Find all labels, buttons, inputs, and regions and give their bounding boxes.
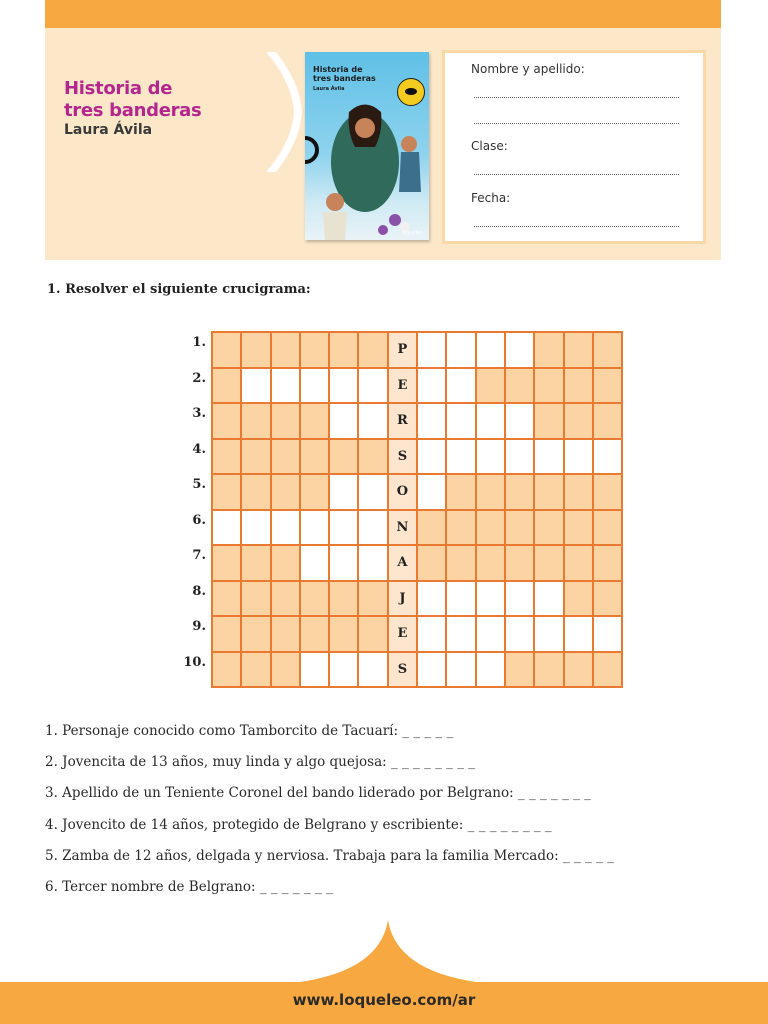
crossword-shaded-cell <box>242 333 271 369</box>
crossword-answer-cell[interactable] <box>447 440 476 476</box>
cover-badge <box>397 78 425 106</box>
crossword-shaded-cell <box>242 653 271 689</box>
crossword-shaded-cell <box>242 546 271 582</box>
crossword-row-number: 7. <box>192 548 206 563</box>
crossword-shaded-cell <box>477 546 506 582</box>
crossword-answer-cell[interactable] <box>330 511 359 547</box>
crossword-shaded-cell <box>594 582 623 618</box>
student-form <box>442 50 706 244</box>
crossword-answer-cell[interactable] <box>301 511 330 547</box>
crossword-row <box>213 440 623 476</box>
crossword-answer-cell[interactable] <box>447 404 476 440</box>
crossword-shaded-cell <box>272 653 301 689</box>
crossword-answer-cell[interactable] <box>418 404 447 440</box>
crossword-answer-cell[interactable] <box>359 511 388 547</box>
crossword-shaded-cell <box>565 582 594 618</box>
crossword-shaded-cell <box>418 546 447 582</box>
crossword-shaded-cell <box>594 653 623 689</box>
name-label: Nombre y apellido: <box>471 62 585 76</box>
crossword-shaded-cell <box>301 404 330 440</box>
crossword-shaded-cell <box>272 617 301 653</box>
crossword-answer-cell[interactable] <box>594 440 623 476</box>
crossword-answer-cell[interactable] <box>330 475 359 511</box>
crossword-row <box>213 511 623 547</box>
name-line-1[interactable] <box>474 97 679 98</box>
crossword-key-cell: O <box>389 475 418 511</box>
cover-author: Laura Ávila <box>313 86 345 92</box>
crossword-shaded-cell <box>301 617 330 653</box>
crossword-shaded-cell <box>565 546 594 582</box>
crossword-key-cell: N <box>389 511 418 547</box>
crossword-shaded-cell <box>359 582 388 618</box>
crossword-shaded-cell <box>242 475 271 511</box>
crossword-key-cell: J <box>389 582 418 618</box>
crossword-shaded-cell <box>213 617 242 653</box>
crossword-answer-cell[interactable] <box>477 653 506 689</box>
crossword-shaded-cell <box>565 333 594 369</box>
crossword-shaded-cell <box>594 546 623 582</box>
crossword-shaded-cell <box>330 617 359 653</box>
crossword-answer-cell[interactable] <box>330 653 359 689</box>
crossword-shaded-cell <box>594 404 623 440</box>
clue-item: 4. Jovencito de 14 años, protegido de Belgrano y escribiente: _ _ _ _ _ _ _ _ <box>45 816 552 833</box>
crossword-shaded-cell <box>301 440 330 476</box>
crossword-shaded-cell <box>272 404 301 440</box>
crossword-key-cell: E <box>389 617 418 653</box>
crossword-shaded-cell <box>359 333 388 369</box>
crossword-shaded-cell <box>242 582 271 618</box>
clue-item: 6. Tercer nombre de Belgrano: _ _ _ _ _ _ _ <box>45 879 333 895</box>
crossword-shaded-cell <box>594 333 623 369</box>
question-title: 1. Resolver el siguiente crucigrama: <box>47 282 311 297</box>
crossword-answer-cell[interactable] <box>359 546 388 582</box>
crossword-answer-cell[interactable] <box>477 333 506 369</box>
crossword-answer-cell[interactable] <box>418 653 447 689</box>
crossword-shaded-cell <box>447 475 476 511</box>
crossword-answer-cell[interactable] <box>330 369 359 405</box>
crossword-answer-cell[interactable] <box>301 369 330 405</box>
crossword-shaded-cell <box>594 475 623 511</box>
crossword-shaded-cell <box>213 582 242 618</box>
footer-curve <box>0 920 768 990</box>
crossword-answer-cell[interactable] <box>301 546 330 582</box>
crossword-shaded-cell <box>506 653 535 689</box>
crossword-answer-cell[interactable] <box>506 404 535 440</box>
crossword-answer-cell[interactable] <box>535 617 564 653</box>
crossword-answer-cell[interactable] <box>359 475 388 511</box>
crossword-shaded-cell <box>535 333 564 369</box>
crossword-shaded-cell <box>213 440 242 476</box>
crossword-answer-cell[interactable] <box>506 582 535 618</box>
crossword-answer-cell[interactable] <box>301 653 330 689</box>
crossword-shaded-cell <box>506 511 535 547</box>
crossword-answer-cell[interactable] <box>447 617 476 653</box>
crossword-answer-cell[interactable] <box>359 404 388 440</box>
crossword-shaded-cell <box>272 440 301 476</box>
crossword-answer-cell[interactable] <box>418 582 447 618</box>
crossword-shaded-cell <box>359 617 388 653</box>
book-author: Laura Ávila <box>64 122 153 138</box>
book-title: Historia de tres banderas <box>64 78 202 121</box>
crossword-answer-cell[interactable] <box>272 369 301 405</box>
crossword-answer-cell[interactable] <box>359 653 388 689</box>
crossword-row-number: 1. <box>192 335 206 350</box>
crossword-answer-cell[interactable] <box>477 617 506 653</box>
crossword-answer-cell[interactable] <box>477 440 506 476</box>
class-line[interactable] <box>474 174 679 175</box>
crossword-shaded-cell <box>272 475 301 511</box>
crossword-shaded-cell <box>330 582 359 618</box>
crossword-answer-cell[interactable] <box>447 653 476 689</box>
crossword-key-cell: S <box>389 440 418 476</box>
crossword-row-number: 9. <box>192 619 206 634</box>
crossword-answer-cell[interactable] <box>565 440 594 476</box>
cover-title: Historia de tres banderas <box>313 65 376 83</box>
crossword-shaded-cell <box>506 369 535 405</box>
crossword-answer-cell[interactable] <box>477 404 506 440</box>
crossword-key-cell: R <box>389 404 418 440</box>
crossword-shaded-cell <box>213 546 242 582</box>
crossword-answer-cell[interactable] <box>242 511 271 547</box>
crossword-shaded-cell <box>359 440 388 476</box>
crossword-shaded-cell <box>506 546 535 582</box>
cover-publisher: loqueleo <box>401 230 423 236</box>
crossword-answer-cell[interactable] <box>418 475 447 511</box>
crossword-row <box>213 404 623 440</box>
crossword-row-number: 10. <box>183 654 206 670</box>
crossword-shaded-cell <box>535 475 564 511</box>
crossword-answer-cell[interactable] <box>506 440 535 476</box>
crossword-answer-cell[interactable] <box>418 617 447 653</box>
crossword-shaded-cell <box>535 404 564 440</box>
crossword-shaded-cell <box>565 404 594 440</box>
crossword-shaded-cell <box>506 475 535 511</box>
clue-item: 3. Apellido de un Teniente Coronel del bando liderado por Belgrano: _ _ _ _ _ _ _ <box>45 785 591 802</box>
crossword-shaded-cell <box>565 475 594 511</box>
crossword-row-number: 8. <box>192 583 206 599</box>
crossword-shaded-cell <box>213 333 242 369</box>
crossword-shaded-cell <box>594 511 623 547</box>
date-line[interactable] <box>474 226 679 227</box>
crossword-shaded-cell <box>535 511 564 547</box>
clue-item: 2. Jovencita de 13 años, muy linda y algo quejosa: _ _ _ _ _ _ _ _ <box>45 754 476 771</box>
crossword-answer-cell[interactable] <box>418 440 447 476</box>
crossword-row <box>213 617 623 653</box>
crossword-shaded-cell <box>242 404 271 440</box>
crossword-answer-cell[interactable] <box>418 333 447 369</box>
crossword-answer-cell[interactable] <box>565 617 594 653</box>
name-line-2[interactable] <box>474 123 679 124</box>
crossword-answer-cell[interactable] <box>594 617 623 653</box>
crossword-shaded-cell <box>272 582 301 618</box>
crossword-row-number: 5. <box>192 477 206 492</box>
crossword-shaded-cell <box>242 617 271 653</box>
crossword-shaded-cell <box>213 475 242 511</box>
crossword-shaded-cell <box>418 511 447 547</box>
crossword-shaded-cell <box>535 369 564 405</box>
crossword-shaded-cell <box>330 333 359 369</box>
crossword-row-number: 2. <box>192 370 206 386</box>
crossword-shaded-cell <box>301 582 330 618</box>
crossword-shaded-cell <box>330 440 359 476</box>
crossword-key-cell: S <box>389 653 418 689</box>
crossword-shaded-cell <box>594 369 623 405</box>
crossword-shaded-cell <box>447 546 476 582</box>
crossword-row <box>213 369 623 405</box>
crossword-row-number: 3. <box>192 406 206 421</box>
crossword-answer-cell[interactable] <box>359 369 388 405</box>
crossword-shaded-cell <box>213 369 242 405</box>
crossword-shaded-cell <box>301 333 330 369</box>
crossword-key-cell: P <box>389 333 418 369</box>
crossword-shaded-cell <box>477 511 506 547</box>
crossword-answer-cell[interactable] <box>272 511 301 547</box>
clue-item: 1. Personaje conocido como Tamborcito de Tacuarí: _ _ _ _ _ <box>45 723 454 739</box>
crossword-answer-cell[interactable] <box>506 617 535 653</box>
crossword-shaded-cell <box>272 333 301 369</box>
crossword-shaded-cell <box>213 404 242 440</box>
crossword-row-number: 6. <box>192 512 206 528</box>
crossword-answer-cell[interactable] <box>330 546 359 582</box>
crossword-answer-cell[interactable] <box>447 333 476 369</box>
crossword-answer-cell[interactable] <box>535 440 564 476</box>
crossword-answer-cell[interactable] <box>447 369 476 405</box>
crossword-shaded-cell <box>272 546 301 582</box>
crossword-shaded-cell <box>535 546 564 582</box>
crossword-answer-cell[interactable] <box>506 333 535 369</box>
footer-url[interactable]: www.loqueleo.com/ar <box>292 991 476 1009</box>
crossword-answer-cell[interactable] <box>418 369 447 405</box>
crossword-row-number: 4. <box>192 441 206 457</box>
crossword-shaded-cell <box>565 511 594 547</box>
crossword-key-cell: A <box>389 546 418 582</box>
crossword-shaded-cell <box>477 475 506 511</box>
crossword-key-cell: E <box>389 369 418 405</box>
class-label: Clase: <box>471 139 508 153</box>
top-bar <box>45 0 721 28</box>
crossword-shaded-cell <box>565 653 594 689</box>
crossword-row <box>213 546 623 582</box>
crossword-answer-cell[interactable] <box>330 404 359 440</box>
crossword-answer-cell[interactable] <box>447 582 476 618</box>
crossword-shaded-cell <box>213 653 242 689</box>
chevron-decoration <box>262 52 302 172</box>
crossword-shaded-cell <box>477 369 506 405</box>
crossword-answer-cell[interactable] <box>477 582 506 618</box>
crossword-answer-cell[interactable] <box>213 511 242 547</box>
crossword-row <box>213 333 623 369</box>
crossword-row <box>213 582 623 618</box>
crossword-answer-cell[interactable] <box>242 369 271 405</box>
date-label: Fecha: <box>471 191 511 205</box>
crossword-answer-cell[interactable] <box>535 582 564 618</box>
clue-item: 5. Zamba de 12 años, delgada y nerviosa. Trabaja para la familia Mercado: _ _ _ _ _ <box>45 847 614 864</box>
crossword-shaded-cell <box>565 369 594 405</box>
crossword-shaded-cell <box>447 511 476 547</box>
book-cover <box>305 52 429 240</box>
crossword-shaded-cell <box>535 653 564 689</box>
crossword-grid <box>211 331 623 688</box>
crossword-shaded-cell <box>301 475 330 511</box>
crossword-shaded-cell <box>242 440 271 476</box>
crossword-row <box>213 475 623 511</box>
crossword-row <box>213 653 623 689</box>
